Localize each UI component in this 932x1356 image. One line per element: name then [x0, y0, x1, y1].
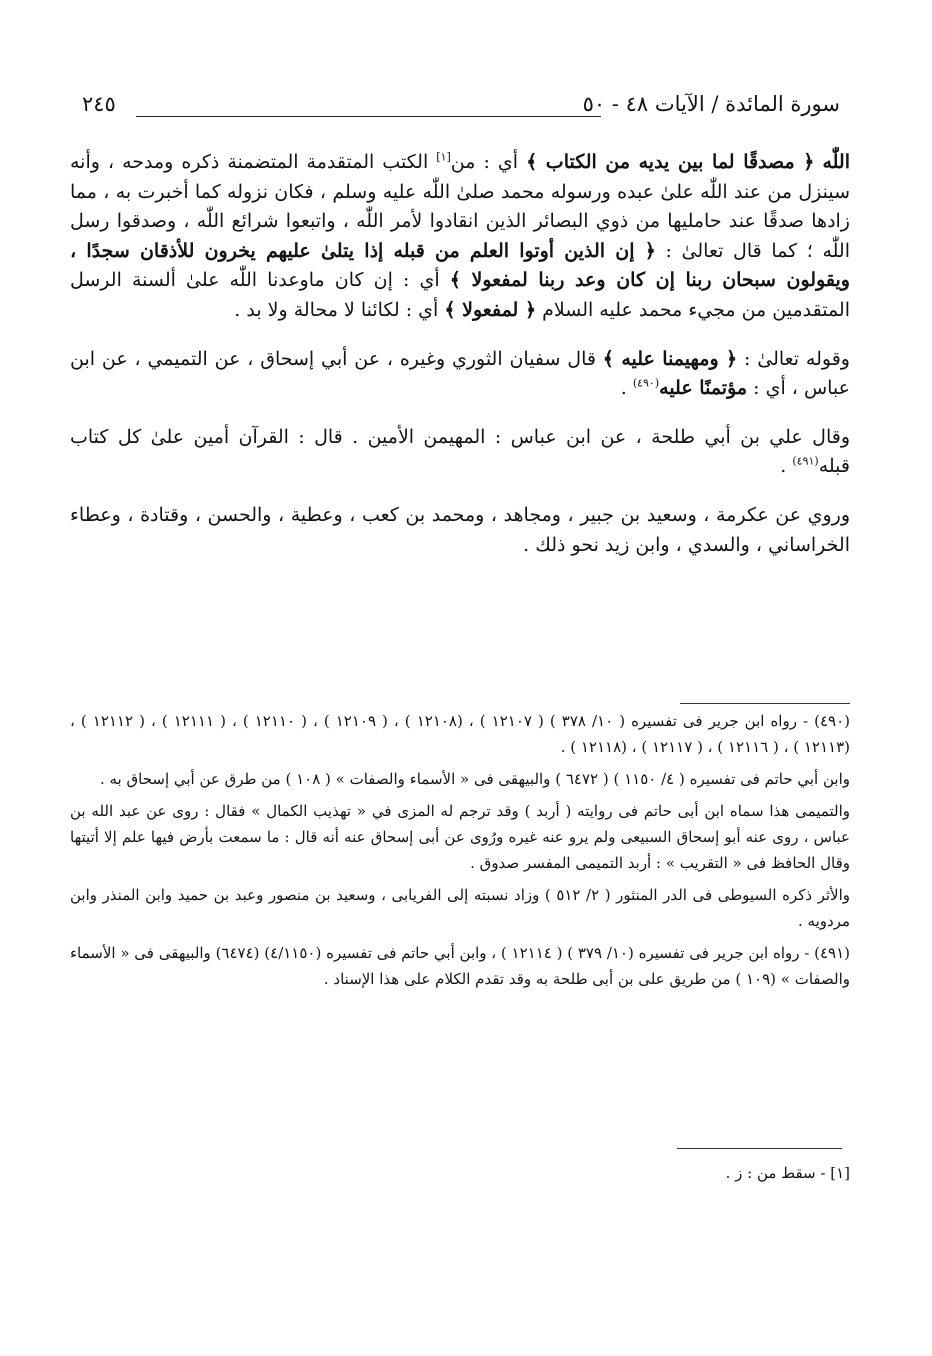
footnotes — [70, 708, 850, 998]
footnote-490-b: وابن أبي حاتم فى تفسيره ( ٤/ ١١٥٠ ) ( ٦٤٧٢ ) والبيهقى فى « الأسماء والصفات » ( ١٠٨ ) من طرق عن أبي إسحاق به . — [99, 770, 850, 788]
text-segment: وقوله تعالىٰ : — [744, 347, 850, 370]
page-header — [70, 90, 850, 134]
text-segment: وقال علي بن أبي طلحة ، عن ابن عباس : — [494, 425, 851, 448]
text-segment: أي : لكائنا لا محالة ولا بد . — [234, 298, 439, 321]
editorial-ref: [١] — [436, 150, 451, 164]
text-segment: وروي عن عكرمة ، وسعيد بن جبير ، ومجاهد ، ومحمد بن كعب ، وعطية ، والحسن ، وقتادة ، وعطاء الخراساني ، والسدي ، وابن زيد نحو ذلك . — [70, 503, 850, 556]
editorial-rule — [677, 1148, 842, 1149]
text-segment: . — [780, 455, 787, 478]
footnote-490-a: (٤٩٠) - رواه ابن جرير فى تفسيره ( ١٠/ ٣٧٨ ) ( ١٢١٠٧ ) ، (١٢١٠٨ ) ، ( ١٢١٠٩ ) ، ( ١٢١١٠ ) ، ( ١٢١١١ ) ، ( ١٢١١٢ ) ، (١٢١١٣ ) ، ( ١٢١١٦ ) ، ( ١٢١١٧ ) ، (١٢١١٨ ) . — [70, 712, 850, 756]
text-segment: قال سفيان الثوري وغيره ، عن أبي إسحاق ، عن التميمي ، عن ابن عباس ، أي : — [70, 347, 850, 400]
quran-quote: ﴿ لمفعولا ﴾ — [444, 298, 537, 321]
text-segment: مؤتمنًا عليه — [659, 377, 748, 400]
quran-quote: ﴿ إن الذين أوتوا العلم من قبله إذا يتلىٰ عليهم يخرون للأذقان سجدًا ، ويقولون سبحان ربنا إن كان وعد ربنا لمفعولا ﴾ — [70, 239, 850, 292]
paragraph-4 — [70, 501, 850, 560]
quran-quote: ﴿ مصدقًا لما بين يديه من الكتاب ﴾ — [526, 151, 815, 173]
footnote-490-d: والأثر ذكره السيوطى فى الدر المنثور ( ٢/ ٥١٢ ) وزاد نسبته إلى الفريابى ، وسعيد بن منصور وعبد بن حميد وابن المنذر وابن مردويه . — [70, 886, 851, 930]
footnote-ref: (٤٩٠) — [632, 376, 660, 390]
running-title: سورة المائدة / الآيات ٤٨ - ٥٠ — [582, 92, 840, 116]
main-text — [70, 148, 850, 579]
text-segment: . — [620, 377, 627, 400]
quran-quote: ﴿ ومهيمنا عليه ﴾ — [602, 347, 738, 370]
footnote-490-c: والتميمى هذا سماه ابن أبى حاتم فى روايته ( أربد ) وقد ترجم له المزى في « تهذيب الكمال » فقال : روى عن عبد الله بن عباس ، روى عنه أبو إسحاق السبيعى ولم يرو عنه غيره ورُوى عن أبى إسحاق عنه أنه قال : ما سمعت بأرض فيها علم إلا أتيتها وقال الحافظ فى « التقريب » : أربد التميمى المفسر صدوق . — [70, 802, 850, 872]
header-rule — [136, 116, 601, 117]
footnote-ref: (٤٩١) — [792, 455, 819, 469]
editorial-note: [١] - سقط من : ز . — [725, 1164, 850, 1182]
paragraph-2 — [70, 345, 850, 404]
text-segment: الكتب المتقدمة المتضمنة ذكره ومدحه ، وأنه سينزل من عند اللّٰه علىٰ عبده ورسوله محمد صلىٰ اللّٰه عليه وسلم ، فكان نزوله كما أخبرت به ، مما زادها صدقًا عند حامليها من ذوي البصائر الذين انقادوا لأمر اللّٰه ، واتبعوا شرائع اللّٰه ، وصدقوا رسل اللّٰه ؛ كما قال تعالىٰ : — [70, 151, 851, 262]
book-page — [70, 90, 850, 1290]
text-segment: المهيمن الأمين . قال : القرآن أمين علىٰ كل كتاب قبله — [70, 425, 850, 478]
paragraph-3 — [70, 423, 850, 482]
text-segment: أي : من — [450, 151, 519, 173]
paragraph-1 — [70, 148, 850, 326]
footnote-491: (٤٩١) - رواه ابن جرير فى تفسيره (١٠/ ٣٧٩ ) ( ١٢١١٤ ) ، وابن أبي حاتم فى تفسيره (٤/١١٥٠) (٦٤٧٤) والبيهقى فى « الأسماء والصفات » (١٠٩ ) من طريق على بن أبى طلحة به وقد تقدم الكلام على هذا الإسناد . — [70, 944, 850, 988]
text-segment: أي : إن كان ماوعدنا اللّٰه علىٰ ألسنة الرسل المتقدمين من مجيء محمد عليه السلام — [70, 269, 850, 321]
text-segment: اللّٰه — [822, 151, 850, 173]
page-number: ٢٤٥ — [82, 92, 116, 116]
footnote-rule — [680, 703, 850, 704]
